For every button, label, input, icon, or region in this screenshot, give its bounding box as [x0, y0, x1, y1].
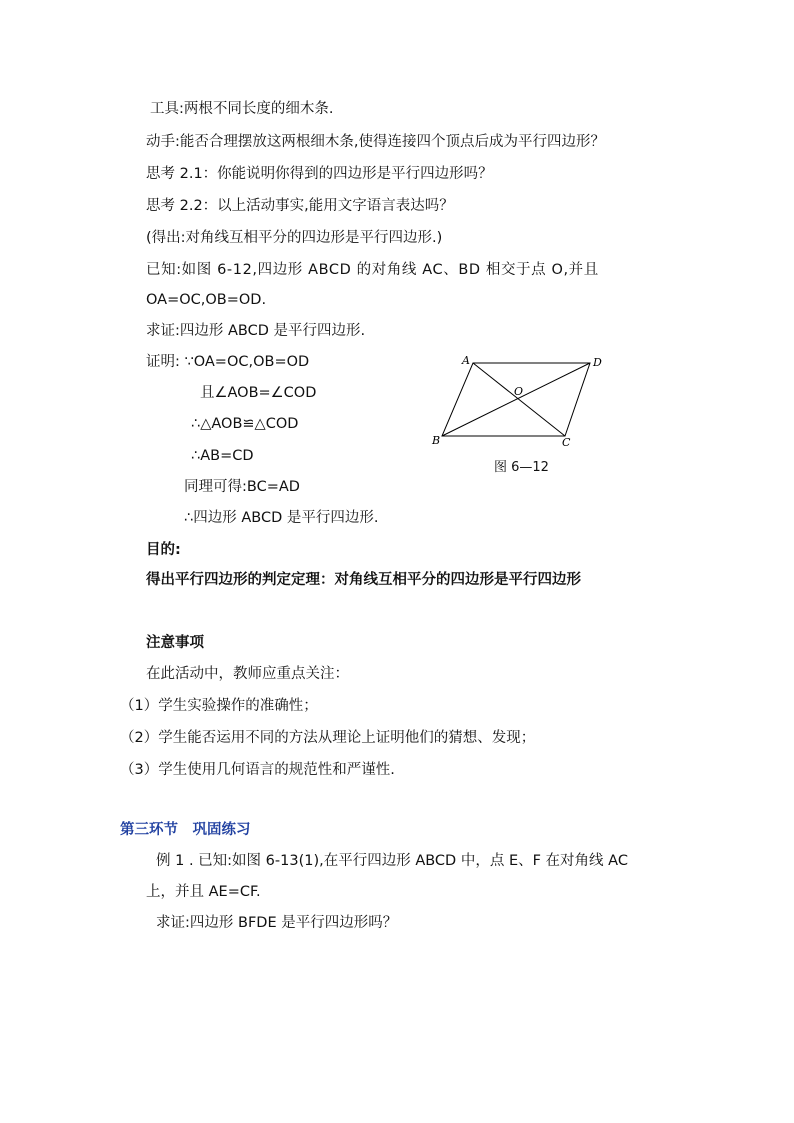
notes-item-3: （3）学生使用几何语言的规范性和严谨性.: [120, 762, 395, 778]
purpose-text: 得出平行四边形的判定定理：对角线互相平分的四边形是平行四边形: [146, 572, 581, 588]
tools-line: 工具:两根不同长度的细木条.: [150, 101, 334, 117]
notes-item-1: （1）学生实验操作的准确性；: [120, 698, 318, 714]
proof-step-2: 且∠AOB=∠COD: [200, 385, 317, 401]
conclusion-line: (得出:对角线互相平分的四边形是平行四边形.): [146, 230, 443, 246]
example-1-question: 求证:四边形 BFDE 是平行四边形吗？: [156, 915, 398, 931]
prove-line: 求证:四边形 ABCD 是平行四边形.: [146, 323, 366, 339]
hands-on-line: 动手:能否合理摆放这两根细木条,使得连接四个顶点后成为平行四边形？: [146, 134, 605, 150]
notes-item-2: （2）学生能否运用不同的方法从理论上证明他们的猜想、发现；: [120, 730, 536, 746]
proof-step-4: ∴AB=CD: [191, 448, 254, 464]
given-line-1: 已知:如图 6-12,四边形 ABCD 的对角线 AC、BD 相交于点 O,并且: [146, 262, 599, 278]
notes-intro: 在此活动中，教师应重点关注：: [146, 666, 349, 682]
example-1-line-1: 例 1 . 已知:如图 6-13(1),在平行四边形 ABCD 中，点 E、F 在对角线 AC: [156, 853, 628, 869]
vertex-label-d: D: [593, 356, 602, 369]
example-1-line-2: 上，并且 AE=CF.: [146, 884, 261, 900]
given-line-2: OA=OC,OB=OD.: [146, 292, 267, 308]
vertex-label-a: A: [462, 354, 470, 367]
think-2-line: 思考 2.2：以上活动事实,能用文字语言表达吗？: [146, 198, 454, 214]
diagonal-bd: [442, 363, 590, 436]
purpose-heading: 目的:: [146, 542, 181, 558]
section-three-title: 第三环节 巩固练习: [120, 822, 251, 838]
figure-caption: 图 6—12: [494, 460, 549, 475]
think-1-line: 思考 2.1：你能说明你得到的四边形是平行四边形吗？: [146, 166, 493, 182]
center-label-o: O: [514, 385, 524, 398]
proof-step-6: ∴四边形 ABCD 是平行四边形.: [184, 510, 379, 526]
vertex-label-b: B: [432, 434, 441, 447]
proof-step-5: 同理可得:BC=AD: [184, 479, 300, 495]
diagonal-ac: [473, 363, 565, 436]
proof-step-1: 证明: ∵OA=OC,OB=OD: [146, 354, 310, 370]
notes-heading: 注意事项: [146, 635, 204, 651]
vertex-label-c: C: [562, 436, 571, 449]
proof-step-3: ∴△AOB≌△COD: [191, 416, 299, 432]
